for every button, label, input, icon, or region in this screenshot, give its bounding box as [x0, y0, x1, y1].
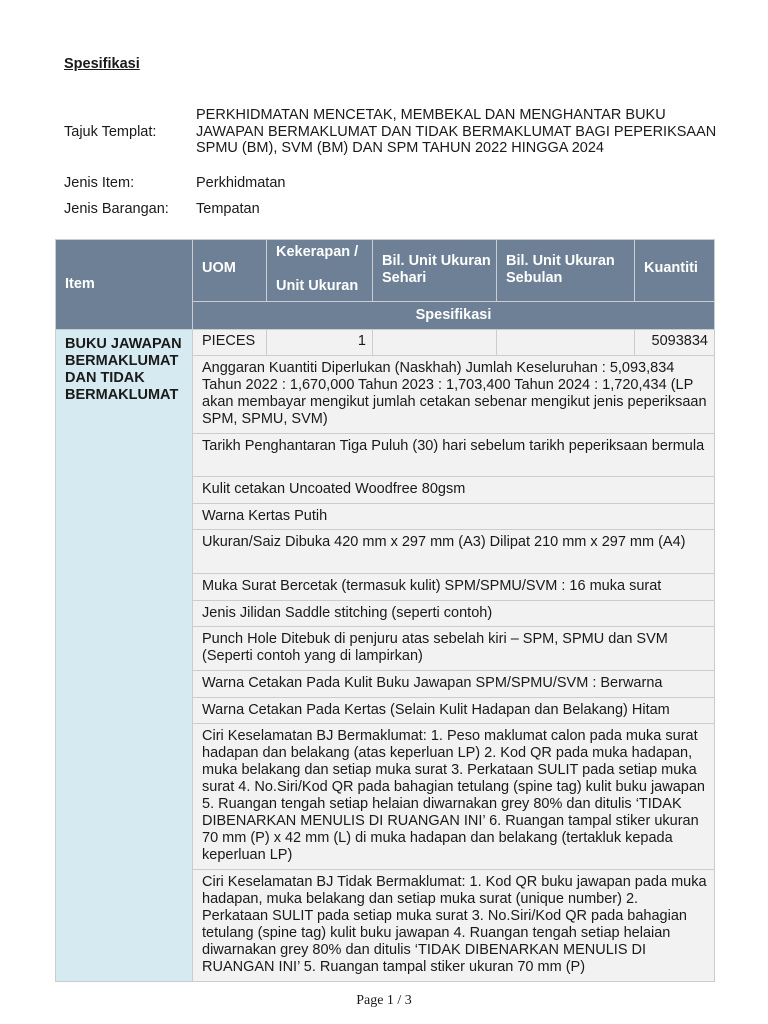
header-bil-sebulan: Bil. Unit Ukuran Sebulan	[497, 240, 635, 302]
spec-row: Anggaran Kuantiti Diperlukan (Naskhah) Jumlah Keseluruhan : 5,093,834 Tahun 2022 : 1,670,000 Tahun 2023 : 1,703,400 Tahun 2024 : 1,720,434 (LP akan membayar mengikut jumlah cetakan sebenar mengikut jenis peperiksaan SPM, SPMU, SVM)	[193, 356, 715, 434]
specification-table	[55, 239, 715, 982]
page-number: Page 1 / 3	[356, 993, 412, 1008]
table-row	[56, 330, 715, 356]
meta-row-jenis-item	[64, 175, 724, 192]
kekerapan-value: 1	[267, 330, 373, 356]
spec-row: Warna Cetakan Pada Kertas (Selain Kulit Hadapan dan Belakang) Hitam	[193, 698, 715, 724]
table-header-row	[56, 240, 715, 302]
meta-label: Tajuk Templat:	[64, 123, 157, 140]
header-uom: UOM	[193, 240, 267, 302]
header-kekerapan-line2: Unit Ukuran	[276, 278, 359, 294]
header-bil-sehari: Bil. Unit Ukuran Sehari	[373, 240, 497, 302]
bil-sehari-value	[373, 330, 497, 356]
header-kekerapan-line1: Kekerapan /	[276, 244, 359, 260]
item-name-cell: BUKU JAWAPAN BERMAKLUMAT DAN TIDAK BERMAKLUMAT	[56, 330, 193, 982]
uom-value: PIECES	[193, 330, 267, 356]
section-heading: Spesifikasi	[64, 56, 140, 72]
meta-label: Jenis Barangan:	[64, 201, 169, 217]
spec-row: Muka Surat Bercetak (termasuk kulit) SPM/SPMU/SVM : 16 muka surat	[193, 574, 715, 601]
bil-sebulan-value	[497, 330, 635, 356]
meta-row-jenis-barangan	[64, 201, 724, 218]
spec-row: Punch Hole Ditebuk di penjuru atas sebelah kiri – SPM, SPMU dan SVM (Seperti contoh yang di lampirkan)	[193, 627, 715, 671]
spec-row: Tarikh Penghantaran Tiga Puluh (30) hari sebelum tarikh peperiksaan bermula	[193, 434, 715, 477]
spec-row: Ciri Keselamatan BJ Bermaklumat: 1. Peso maklumat calon pada muka surat hadapan dan belakang (atas keperluan LP) 2. Kod QR pada muka hadapan, muka belakang dan setiap muka surat 3. Perkataan SULIT pada setiap muka surat 4. No.Siri/Kod QR pada bahagian tetulang (spine tag) kulit buku jawapan 5. Ruangan tengah setiap helaian diwarnakan grey 80% dan ditulis ‘TIDAK DIBENARKAN MENULIS DI RUANGAN INI’ 6. Ruangan tampal stiker ukuran 70 mm (P) x 42 mm (L) di muka hadapan dan belakang (tertakluk kepada keperluan LP)	[193, 724, 715, 870]
header-item: Item	[56, 240, 193, 330]
meta-value: Perkhidmatan	[196, 175, 286, 191]
spec-row: Jenis Jilidan Saddle stitching (seperti contoh)	[193, 601, 715, 627]
spec-row: Warna Cetakan Pada Kulit Buku Jawapan SPM/SPMU/SVM : Berwarna	[193, 671, 715, 698]
kuantiti-value: 5093834	[635, 330, 715, 356]
header-kuantiti: Kuantiti	[635, 240, 715, 302]
meta-label: Jenis Item:	[64, 175, 135, 191]
header-kekerapan	[267, 240, 373, 302]
meta-value: PERKHIDMATAN MENCETAK, MEMBEKAL DAN MENGHANTAR BUKU JAWAPAN BERMAKLUMAT DAN TIDAK BERMAKLUMAT BAGI PEPERIKSAAN SPMU (BM), SVM (BM) DAN SPM TAHUN 2022 HINGGA 2024	[196, 107, 717, 157]
meta-row-tajuk	[64, 98, 724, 166]
header-spesifikasi: Spesifikasi	[193, 302, 715, 330]
spec-row: Ukuran/Saiz Dibuka 420 mm x 297 mm (A3) Dilipat 210 mm x 297 mm (A4)	[193, 530, 715, 574]
spec-row: Warna Kertas Putih	[193, 504, 715, 530]
spec-row: Kulit cetakan Uncoated Woodfree 80gsm	[193, 477, 715, 504]
spec-row: Ciri Keselamatan BJ Tidak Bermaklumat: 1. Kod QR buku jawapan pada muka hadapan, muka belakang dan setiap muka surat (unique number) 2. Perkataan SULIT pada setiap muka surat 3. No.Siri/Kod QR pada bahagian tetulang (spine tag) kulit buku jawapan 4. Ruangan tengah setiap helaian diwarnakan grey 80% dan ditulis ‘TIDAK DIBENARKAN MENULIS DI RUANGAN INI’ 5. Ruangan tampal stiker ukuran 70 mm (P)	[193, 870, 715, 982]
meta-value: Tempatan	[196, 201, 260, 217]
